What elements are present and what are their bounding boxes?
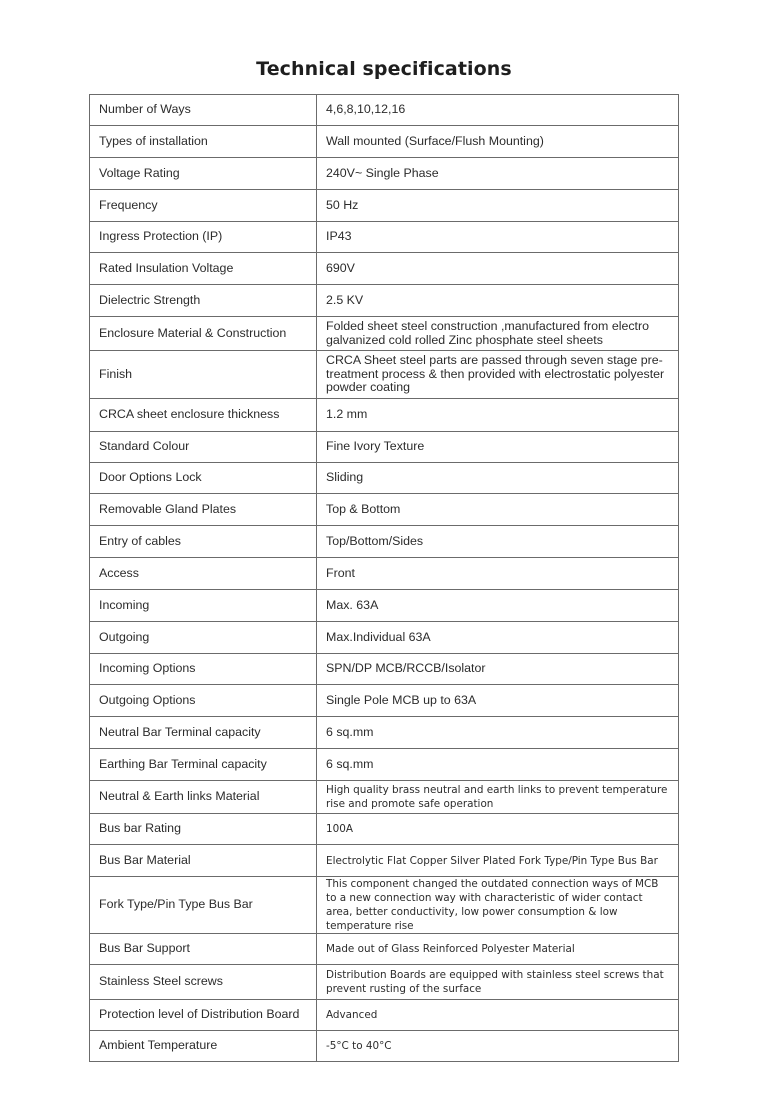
spec-value: 50 Hz xyxy=(317,190,679,222)
spec-value: Single Pole MCB up to 63A xyxy=(317,685,679,717)
spec-label: Earthing Bar Terminal capacity xyxy=(90,749,317,781)
table-row xyxy=(90,432,679,463)
table-row xyxy=(90,814,679,845)
spec-label: Neutral Bar Terminal capacity xyxy=(90,717,317,749)
spec-label: Outgoing Options xyxy=(90,685,317,717)
spec-value: This component changed the outdated connection ways of MCB to a new connection way with characteristic of wider contact area, better conductivity, low power consumption & low temperature rise xyxy=(317,877,679,934)
spec-value: 1.2 mm xyxy=(317,399,679,432)
spec-label: Number of Ways xyxy=(90,95,317,126)
spec-label: Dielectric Strength xyxy=(90,285,317,317)
spec-value: 6 sq.mm xyxy=(317,749,679,781)
spec-value: Top/Bottom/Sides xyxy=(317,526,679,558)
spec-label: CRCA sheet enclosure thickness xyxy=(90,399,317,432)
spec-value: Distribution Boards are equipped with stainless steel screws that prevent rusting of the surface xyxy=(317,965,679,1000)
spec-label: Door Options Lock xyxy=(90,463,317,494)
table-row xyxy=(90,590,679,622)
table-row xyxy=(90,654,679,685)
table-row xyxy=(90,95,679,126)
page-title: Technical specifications xyxy=(256,58,512,80)
spec-label: Bus Bar Material xyxy=(90,845,317,877)
spec-value: Fine Ivory Texture xyxy=(317,432,679,463)
table-row xyxy=(90,317,679,351)
spec-label: Ambient Temperature xyxy=(90,1031,317,1062)
table-row xyxy=(90,526,679,558)
table-row xyxy=(90,126,679,158)
spec-label: Neutral & Earth links Material xyxy=(90,781,317,814)
spec-value: -5°C to 40°C xyxy=(317,1031,679,1062)
table-row xyxy=(90,285,679,317)
spec-value: Electrolytic Flat Copper Silver Plated Fork Type/Pin Type Bus Bar xyxy=(317,845,679,877)
spec-value: IP43 xyxy=(317,222,679,253)
spec-table xyxy=(89,94,679,1062)
spec-label: Frequency xyxy=(90,190,317,222)
table-row xyxy=(90,158,679,190)
table-row xyxy=(90,558,679,590)
table-row xyxy=(90,1000,679,1031)
spec-value: 4,6,8,10,12,16 xyxy=(317,95,679,126)
spec-value: Max. 63A xyxy=(317,590,679,622)
spec-label: Standard Colour xyxy=(90,432,317,463)
spec-label: Rated Insulation Voltage xyxy=(90,253,317,285)
table-row xyxy=(90,877,679,934)
table-row xyxy=(90,1031,679,1062)
table-row xyxy=(90,494,679,526)
table-row xyxy=(90,253,679,285)
table-row xyxy=(90,965,679,1000)
spec-label: Removable Gland Plates xyxy=(90,494,317,526)
spec-label: Types of installation xyxy=(90,126,317,158)
table-row xyxy=(90,749,679,781)
spec-label: Access xyxy=(90,558,317,590)
spec-value: Front xyxy=(317,558,679,590)
spec-label: Enclosure Material & Construction xyxy=(90,317,317,351)
spec-value: Top & Bottom xyxy=(317,494,679,526)
table-row xyxy=(90,222,679,253)
spec-value: High quality brass neutral and earth links to prevent temperature rise and promote safe operation xyxy=(317,781,679,814)
table-row xyxy=(90,351,679,399)
spec-label: Protection level of Distribution Board xyxy=(90,1000,317,1031)
spec-label: Bus Bar Support xyxy=(90,934,317,965)
table-row xyxy=(90,463,679,494)
table-row xyxy=(90,399,679,432)
table-row xyxy=(90,934,679,965)
table-row xyxy=(90,845,679,877)
spec-label: Outgoing xyxy=(90,622,317,654)
spec-value: 240V~ Single Phase xyxy=(317,158,679,190)
spec-label: Fork Type/Pin Type Bus Bar xyxy=(90,877,317,934)
spec-label: Incoming Options xyxy=(90,654,317,685)
spec-label: Incoming xyxy=(90,590,317,622)
table-row xyxy=(90,717,679,749)
table-row xyxy=(90,190,679,222)
spec-value: 100A xyxy=(317,814,679,845)
spec-value: Made out of Glass Reinforced Polyester Material xyxy=(317,934,679,965)
table-row xyxy=(90,622,679,654)
spec-value: 690V xyxy=(317,253,679,285)
spec-label: Voltage Rating xyxy=(90,158,317,190)
table-row xyxy=(90,781,679,814)
spec-value: Advanced xyxy=(317,1000,679,1031)
spec-value: SPN/DP MCB/RCCB/Isolator xyxy=(317,654,679,685)
spec-value: 6 sq.mm xyxy=(317,717,679,749)
spec-label: Bus bar Rating xyxy=(90,814,317,845)
spec-label: Entry of cables xyxy=(90,526,317,558)
spec-value: Wall mounted (Surface/Flush Mounting) xyxy=(317,126,679,158)
spec-value: Max.Individual 63A xyxy=(317,622,679,654)
spec-value: Folded sheet steel construction ,manufactured from electro galvanized cold rolled Zinc phosphate steel sheets xyxy=(317,317,679,351)
spec-label: Stainless Steel screws xyxy=(90,965,317,1000)
spec-label: Finish xyxy=(90,351,317,399)
spec-label: Ingress Protection (IP) xyxy=(90,222,317,253)
spec-value: Sliding xyxy=(317,463,679,494)
spec-value: 2.5 KV xyxy=(317,285,679,317)
spec-value: CRCA Sheet steel parts are passed through seven stage pre-treatment process & then provided with electrostatic polyester powder coating xyxy=(317,351,679,399)
table-row xyxy=(90,685,679,717)
